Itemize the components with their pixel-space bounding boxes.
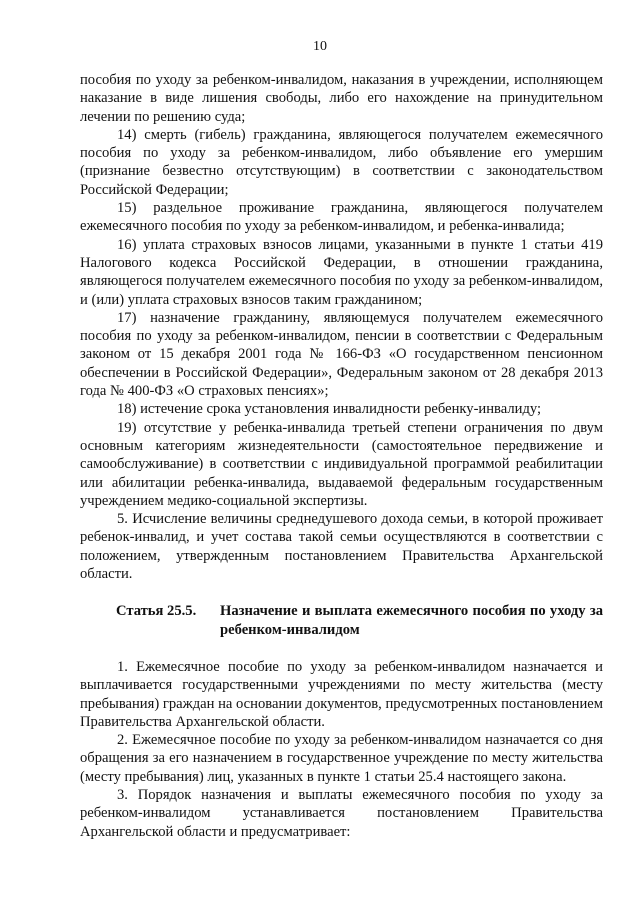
paragraph-item-15: 15) раздельное проживание гражданина, являющегося получателем ежемесячного пособия по уходу за ребенком-инвалидом, и ребенка-инвалида; [80, 200, 603, 235]
paragraph-item-14: 14) смерть (гибель) гражданина, являющегося получателем ежемесячного пособия по уходу за ребенком-инвалидом, либо объявление его умершим (признание безвестно отсутствующим) в соответствии с законодательством Российской Федерации; [80, 126, 603, 198]
paragraph-clause-5: 5. Исчисление величины среднедушевого дохода семьи, в которой проживает ребенок-инвалид, и учет состава такой семьи осуществляются в соответствии с положением, утвержденным постановлением Правительства Архангельской области. [80, 511, 603, 583]
paragraph-continuation: пособия по уходу за ребенком-инвалидом, наказания в учреждении, исполняющем наказание в виде лишения свободы, либо его нахождение на принудительном лечении по решению суда; [80, 72, 603, 125]
page-number: 10 [313, 39, 327, 54]
paragraph-item-18: 18) истечение срока установления инвалидности ребенку-инвалиду; [117, 401, 542, 418]
paragraph-article-clause-1: 1. Ежемесячное пособие по уходу за ребенком-инвалидом назначается и выплачивается государственными учреждениями по месту жительства (месту пребывания) граждан на основании документов, предусмотренных постановлением Правительства Архангельской области. [80, 658, 603, 730]
paragraph-item-17: 17) назначение гражданину, являющемуся получателем ежемесячного пособия по уходу за ребенком-инвалидом, пенсии в соответствии с Федеральным законом от 15 декабря 2001 года № 166-ФЗ «О государственном пенсионном обеспечении в Российской Федерации», Федеральным законом от 28 декабря 2013 года № 400-ФЗ «О страховых пенсиях»; [80, 309, 603, 400]
article-title: Назначение и выплата ежемесячного пособия по уходу за ребенком-инвалидом [220, 603, 603, 638]
paragraph-article-clause-3: 3. Порядок назначения и выплаты ежемесячного пособия по уходу за ребенком-инвалидом устанавливается постановлением Правительства Архангельской области и предусматривает: [80, 786, 603, 840]
paragraph-article-clause-2: 2. Ежемесячное пособие по уходу за ребенком-инвалидом назначается со дня обращения за его назначением в государственное учреждение по месту жительства (месту пребывания) лиц, указанных в пункте 1 статьи 25.4 настоящего закона. [80, 732, 603, 785]
paragraph-item-16: 16) уплата страховых взносов лицами, указанными в пункте 1 статьи 419 Налогового кодекса Российской Федерации, в отношении гражданина, являющегося получателем ежемесячного пособия по уходу за ребенком-инвалидом, и (или) уплата страховых взносов таким гражданином; [80, 236, 603, 308]
article-heading [80, 602, 603, 639]
document-body [80, 71, 603, 841]
article-number: Статья 25.5. [116, 603, 197, 620]
paragraph-item-19: 19) отсутствие у ребенка-инвалида третьей степени ограничения по двум основным категориям жизнедеятельности (самостоятельное передвижение и самообслуживание) в соответствии с индивидуальной программой реабилитации или абилитации ребенка-инвалида, выдаваемой федеральным государственным учреждением медико-социальной экспертизы. [80, 419, 603, 509]
